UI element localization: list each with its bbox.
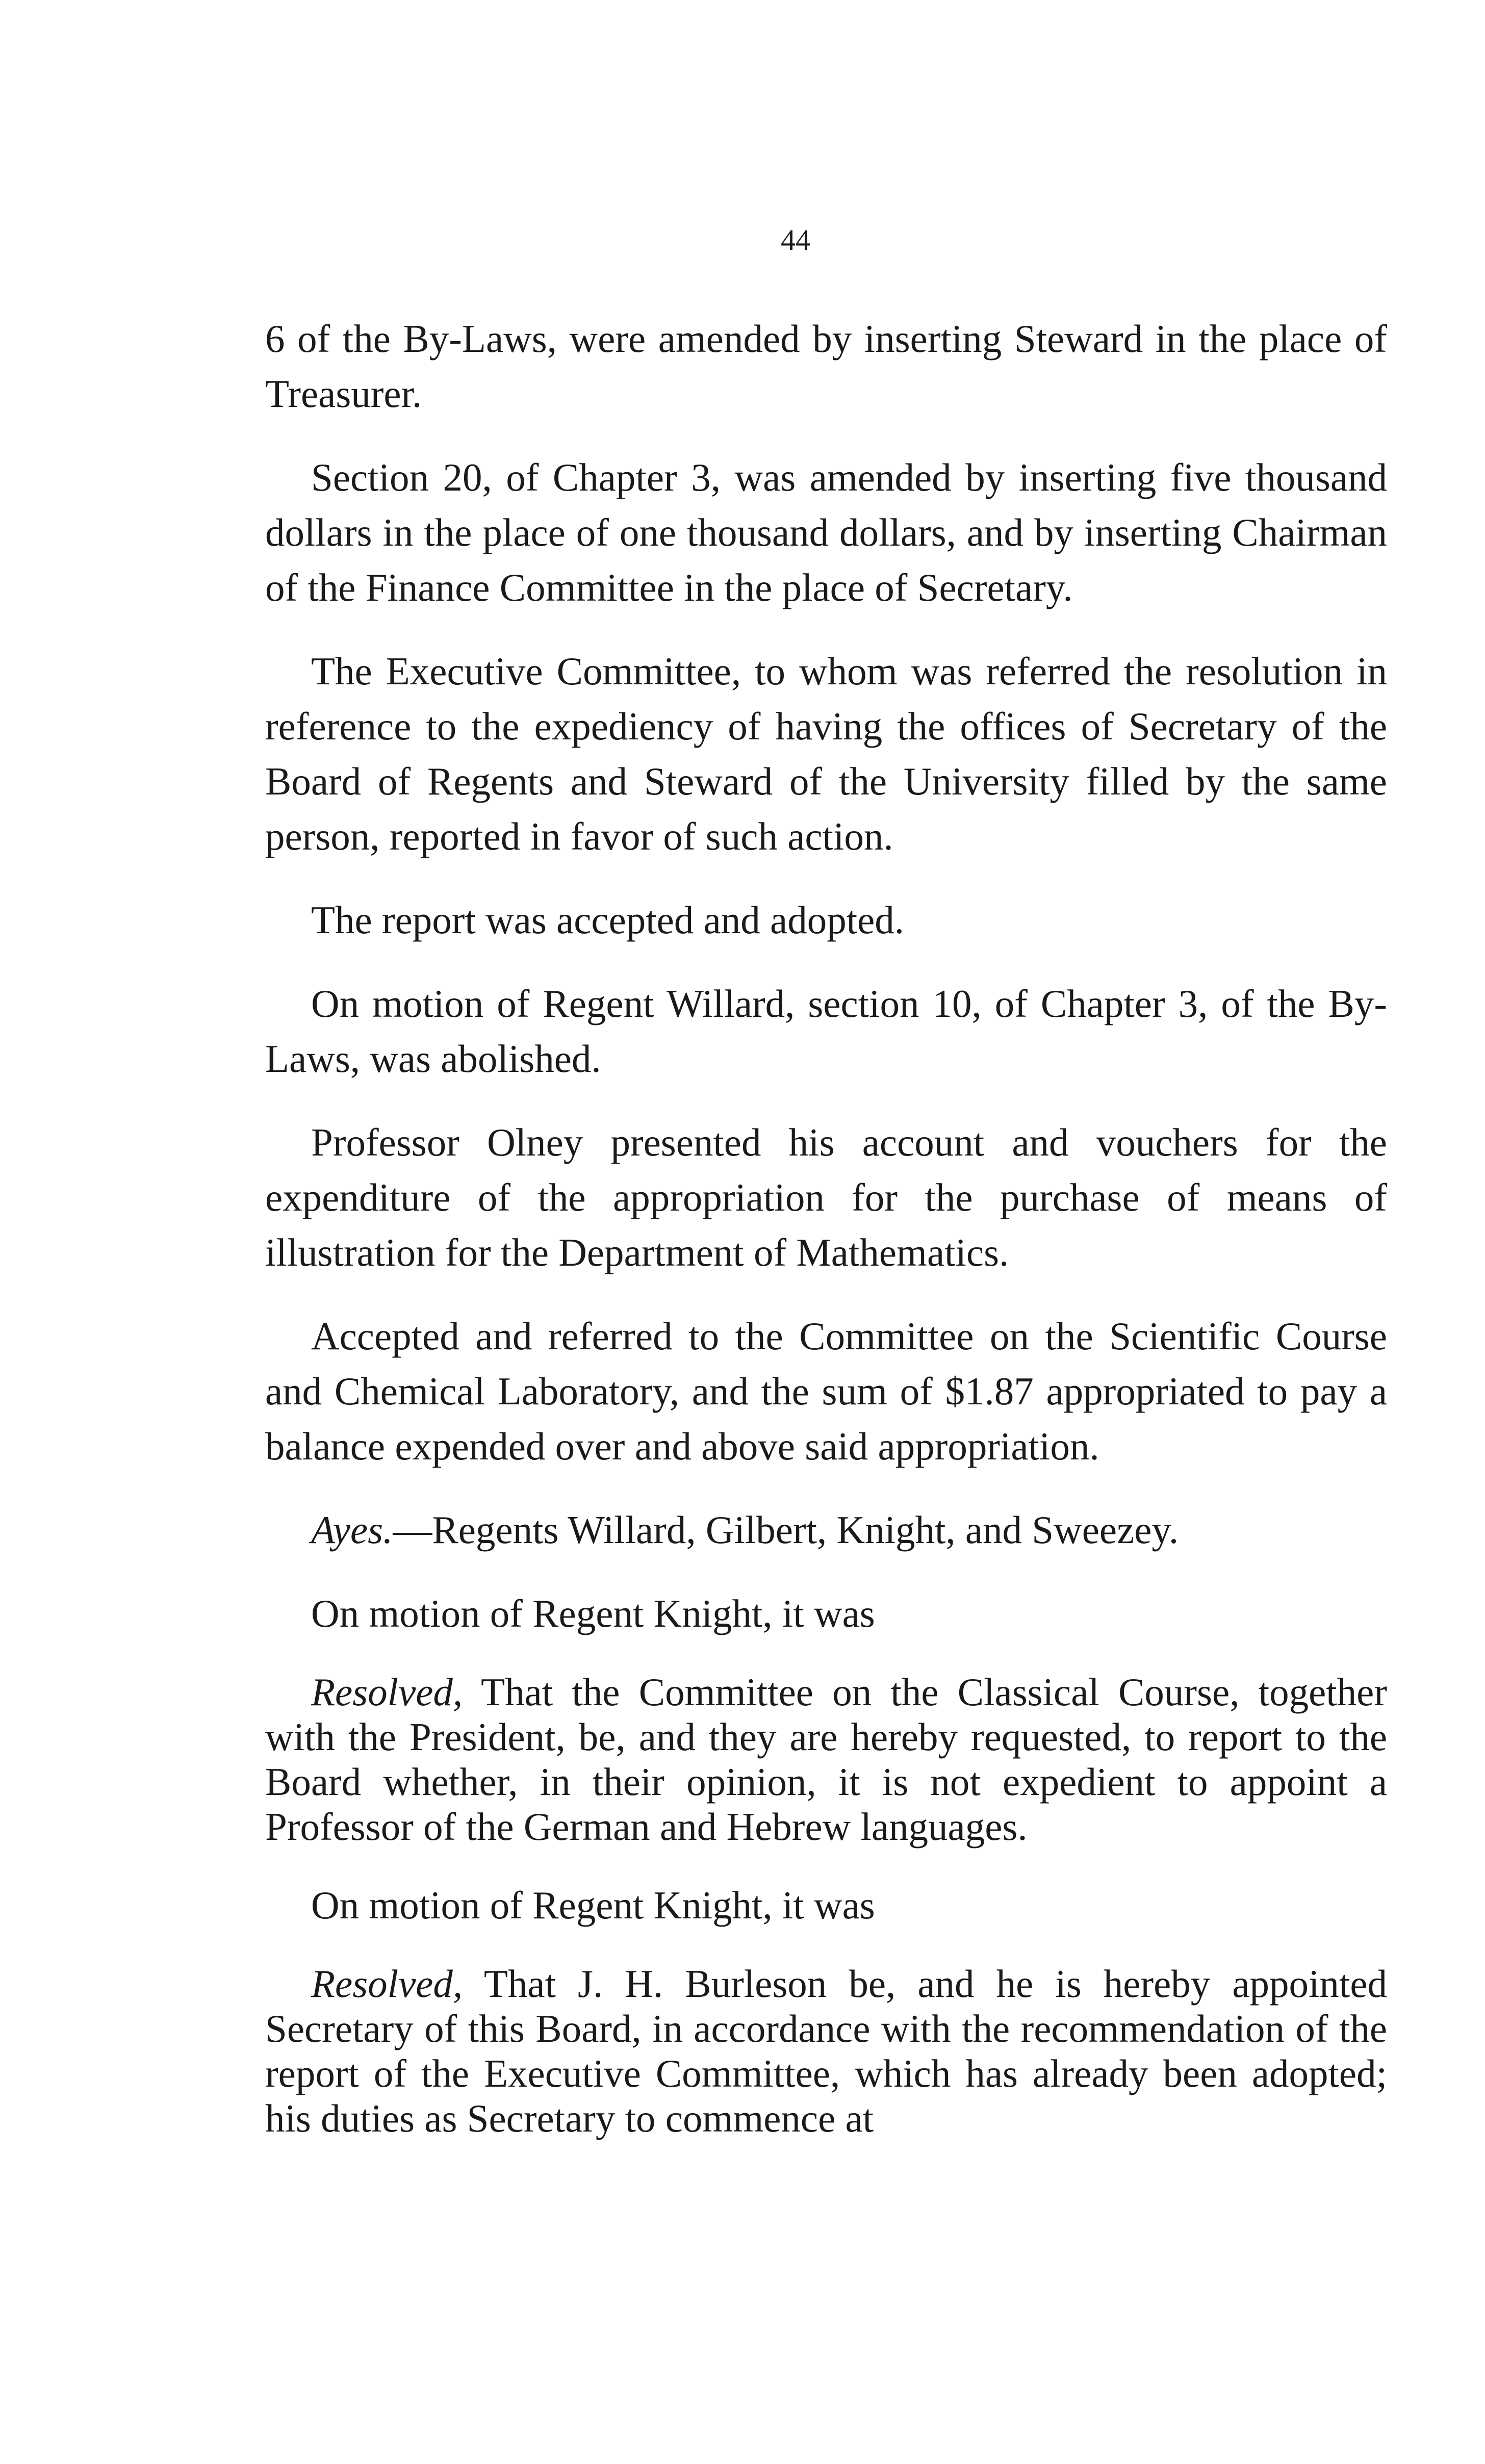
- paragraph-text: 6 of the By-Laws, were amended by inserting Steward in the place of Treasurer.: [265, 317, 1387, 416]
- paragraph-lead: Resolved,: [311, 1670, 463, 1714]
- paragraph-ayes: [265, 1502, 1387, 1557]
- paragraph-section-10-abolished: [265, 976, 1387, 1086]
- paragraph-lead: Resolved,: [311, 1962, 463, 2006]
- paragraph-text: Accepted and referred to the Committee on the Scientific Course and Chemical Laboratory, and the sum of $1.87 appropriated to pay a balance expended over and above said appropriation.: [265, 1314, 1387, 1468]
- paragraph-accepted-referred: [265, 1308, 1387, 1474]
- paragraph-resolved-burleson: [265, 1961, 1387, 2141]
- paragraph-text: Professor Olney presented his account and vouchers for the expenditure of the appropriation for the purchase of means of illustration for the Department of Mathematics.: [265, 1120, 1387, 1274]
- body-text: [265, 311, 1387, 2169]
- paragraph-text: Section 20, of Chapter 3, was amended by inserting five thousand dollars in the place of one thousand dollars, and by inserting Chairman of the Finance Committee in the place of Secretary.: [265, 455, 1387, 609]
- paragraph-text: That J. H. Burleson be, and he is hereby appointed Secretary of this Board, in accordance with the recommendation of the report of the Executive Committee, which has already been adopted; his duties as Secretary to commence at: [265, 1962, 1387, 2140]
- paragraph-text: On motion of Regent Knight, it was: [311, 1883, 875, 1927]
- paragraph-lead: Ayes.: [311, 1508, 393, 1552]
- paragraph-text: On motion of Regent Willard, section 10, of Chapter 3, of the By-Laws, was abolished.: [265, 982, 1387, 1081]
- paragraph-text: That the Committee on the Classical Course, together with the President, be, and they are hereby requested, to report to the Board whether, in their opinion, it is not expedient to appoint a Professor of the German and Hebrew languages.: [265, 1670, 1387, 1849]
- paragraph-bylaws-amended: [265, 311, 1387, 421]
- paragraph-text: On motion of Regent Knight, it was: [311, 1592, 875, 1635]
- paragraph-text: The Executive Committee, to whom was referred the resolution in reference to the expediency of having the offices of Secretary of the Board of Regents and Steward of the University filled by the same person, reported in favor of such action.: [265, 649, 1387, 858]
- paragraph-professor-olney: [265, 1115, 1387, 1280]
- paragraph-resolved-classical: [265, 1670, 1387, 1849]
- paragraph-text: The report was accepted and adopted.: [311, 898, 905, 942]
- page-number: 44: [781, 223, 810, 256]
- paragraph-motion-knight-1: [265, 1586, 1387, 1641]
- paragraph-report-accepted: [265, 892, 1387, 947]
- paragraph-text: —Regents Willard, Gilbert, Knight, and Sweezey.: [393, 1508, 1179, 1552]
- paragraph-section-20: [265, 450, 1387, 615]
- paragraph-motion-knight-2: [265, 1878, 1387, 1933]
- paragraph-executive-committee: [265, 644, 1387, 864]
